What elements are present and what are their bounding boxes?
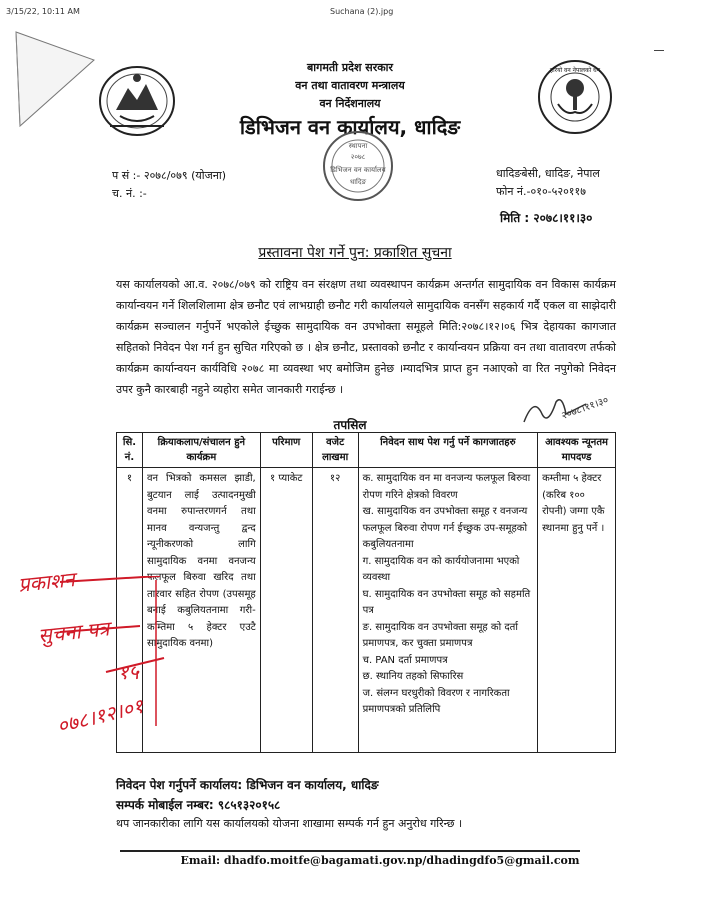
stamp-text-4: धादिङ (349, 178, 367, 186)
doc-item: च. PAN दर्ता प्रमाणपत्र (362, 654, 448, 666)
office-name: डिभिजन वन कार्यालय, धादिङ (239, 115, 461, 139)
header-quantity: परिमाण (260, 433, 312, 468)
cell-sn: १ (117, 468, 143, 753)
notice-title: प्रस्तावना पेश गर्ने पुन: प्रकाशित सुचना (258, 245, 452, 261)
header-documents: निवेदन साथ पेश गर्नु पर्ने कागजातहरु (358, 433, 538, 468)
header-line3: वन निर्देशनालय (319, 97, 381, 110)
patra-sankhya: प सं :- २०७८/०७९ (योजना) (112, 169, 227, 182)
handwriting-note-2: सुचना पत्र (36, 616, 111, 648)
footer-email: Email: dhadfo.moitfe@bagamati.gov.np/dhadingdfo5@gmail.com (180, 854, 580, 867)
table-caption: तपसिल (333, 418, 367, 432)
handwriting-note-4: ०७८।१२।०१ (54, 693, 146, 739)
cell-budget: १२ (312, 468, 358, 753)
viewer-filename: Suchana (2).jpg (330, 7, 394, 16)
cell-documents (358, 468, 538, 753)
folded-corner (8, 22, 98, 132)
header-line2: वन तथा वातावरण मन्त्रालय (295, 79, 405, 92)
address-place: धादिङबेसी, धादिङ, नेपाल (496, 167, 600, 180)
requirements-table (116, 432, 616, 753)
letter-date: मिति : २०७८।११।३० (500, 211, 593, 225)
handwriting-note-1: प्रकाशन (16, 567, 76, 597)
footer-rule (120, 850, 580, 852)
footer-note: थप जानकारीका लागि यस कार्यालयको योजना शाखामा सम्पर्क गर्न हुन अनुरोध गरिन्छ । (116, 817, 463, 830)
notice-paragraph: यस कार्यालयको आ.व. २०७८/०७९ को राष्ट्रिय वन संरक्षण तथा व्यवस्थापन कार्यक्रम अन्तर्गत सामुदायिक वन विकास कार्यक्रम कार्यान्वयन गर्ने शिलशिलामा क्षेत्र छनौट एवं लाभग्राही छनौट गरी कार्यालयले सामुदायिक वनसँग सहकार्य गर्दै एकल वा साझेदारी कार्यक्रम सञ्चालन गर्नुपर्ने भएकोले ईच्छुक सामुदायिक वन उपभोक्ता समूहले मिति:२०७८।१२।०६ भित्र देहायका कागजात सहितको निवेदन पेश गर्न हुन सुचित गरिएको छ । क्षेत्र छनौट, प्रस्तावको छनौट र कार्यान्वयन प्रक्रिया वन तथा वातावरण तर्फको कार्यक्रम कार्यान्वयन कार्यविधि २०७८ मा व्यवस्था भए बमोजिम हुनेछ ।म्यादभित्र प्राप्त हुन नआएको वा रित नपुगेको निवेदन उपर कुनै कारबाही नहुने व्यहोरा समेत जानकारी गराईन्छ । (116, 278, 616, 396)
handwriting-note-3: १५ (118, 660, 139, 684)
table-row (117, 468, 616, 753)
doc-item: घ. सामुदायिक वन उपभोक्ता समूह को सहमति पत्र (362, 588, 531, 616)
dash-mark (654, 50, 664, 51)
header-budget: वजेट लाखमा (312, 433, 358, 468)
cell-quantity: १ प्याकेट (260, 468, 312, 753)
cell-criteria: कम्तीमा ५ हेक्टर (करिब १०० रोपनी) जग्गा एकै स्थानमा हुनु पर्ने । (538, 468, 616, 753)
doc-item: क. सामुदायिक वन मा वनजन्य फलफूल बिरुवा रोपण गरिने क्षेत्रको विवरण (362, 473, 531, 501)
stamp-text-3: डिभिजन वन कार्यालय (330, 166, 386, 174)
signature-date: २०७८।११।३० (560, 394, 611, 422)
cell-activity: वन भित्रको कमसल झाडी, बुटयान लाई उत्पादनमुखी वनमा रुपान्तरणगर्न तथा मानव वन्यजन्तु द्वन्द न्यूनीकरणको लागि सामुदायिक वनमा वनजन्य फलफूल बिरुवा खरिद तथा तारवार सहित रोपण (उपसमूह बनाई कबुलियतनामा गरी-कम्तिमा ५ हेक्टर एउटै सामुदायिक वनमा) (142, 468, 260, 753)
header-sn: सि. नं. (117, 433, 143, 468)
chalani-number: च. नं. :- (112, 187, 147, 200)
header-activity: क्रियाकलाप/संचालन हुने कार्यक्रम (142, 433, 260, 468)
handwriting-strokes (60, 576, 170, 736)
doc-item: छ. स्थानिय तहको सिफारिस (362, 671, 464, 682)
doc-item: ग. सामुदायिक वन को कार्ययोजनामा भएको व्यवस्था (362, 555, 520, 583)
nepal-emblem-icon (98, 64, 176, 138)
logo-text: हरियो वन नेपालको धन (549, 67, 601, 74)
footer-office: निवेदन पेश गर्नुपर्ने कार्यालय: डिभिजन वन कार्यालय, धादिङ (116, 778, 379, 792)
stamp-text-1: स्थापना (348, 142, 368, 150)
footer-mobile: सम्पर्क मोबाईल नम्बर: ९८५१३२०१५८ (116, 798, 281, 812)
viewer-timestamp: 3/15/22, 10:11 AM (6, 7, 80, 16)
header-criteria: आवश्यक न्यूनतम मापदण्ड (538, 433, 616, 468)
header-line1: बागमती प्रदेश सरकार (307, 61, 393, 74)
doc-item: ख. सामुदायिक वन उपभोक्ता समूह र वनजन्य फलफूल बिरुवा रोपण गर्न ईच्छुक उप-समूहको कबुलियतनामा (362, 506, 528, 550)
address-phone: फोन नं.-०१०-५२०११७ (496, 185, 586, 198)
stamp-text-2: २०७८ (350, 153, 366, 161)
doc-item: ङ. सामुदायिक वन उपभोक्ता समूह को दर्ता प्रमाणपत्र, कर चुक्ता प्रमाणपत्र (362, 621, 518, 649)
doc-item: ज. संलग्न घरधुरीको विवरण र नागरिकता प्रमाणपत्रको प्रतिलिपि (362, 687, 510, 715)
table-header-row (117, 433, 616, 468)
